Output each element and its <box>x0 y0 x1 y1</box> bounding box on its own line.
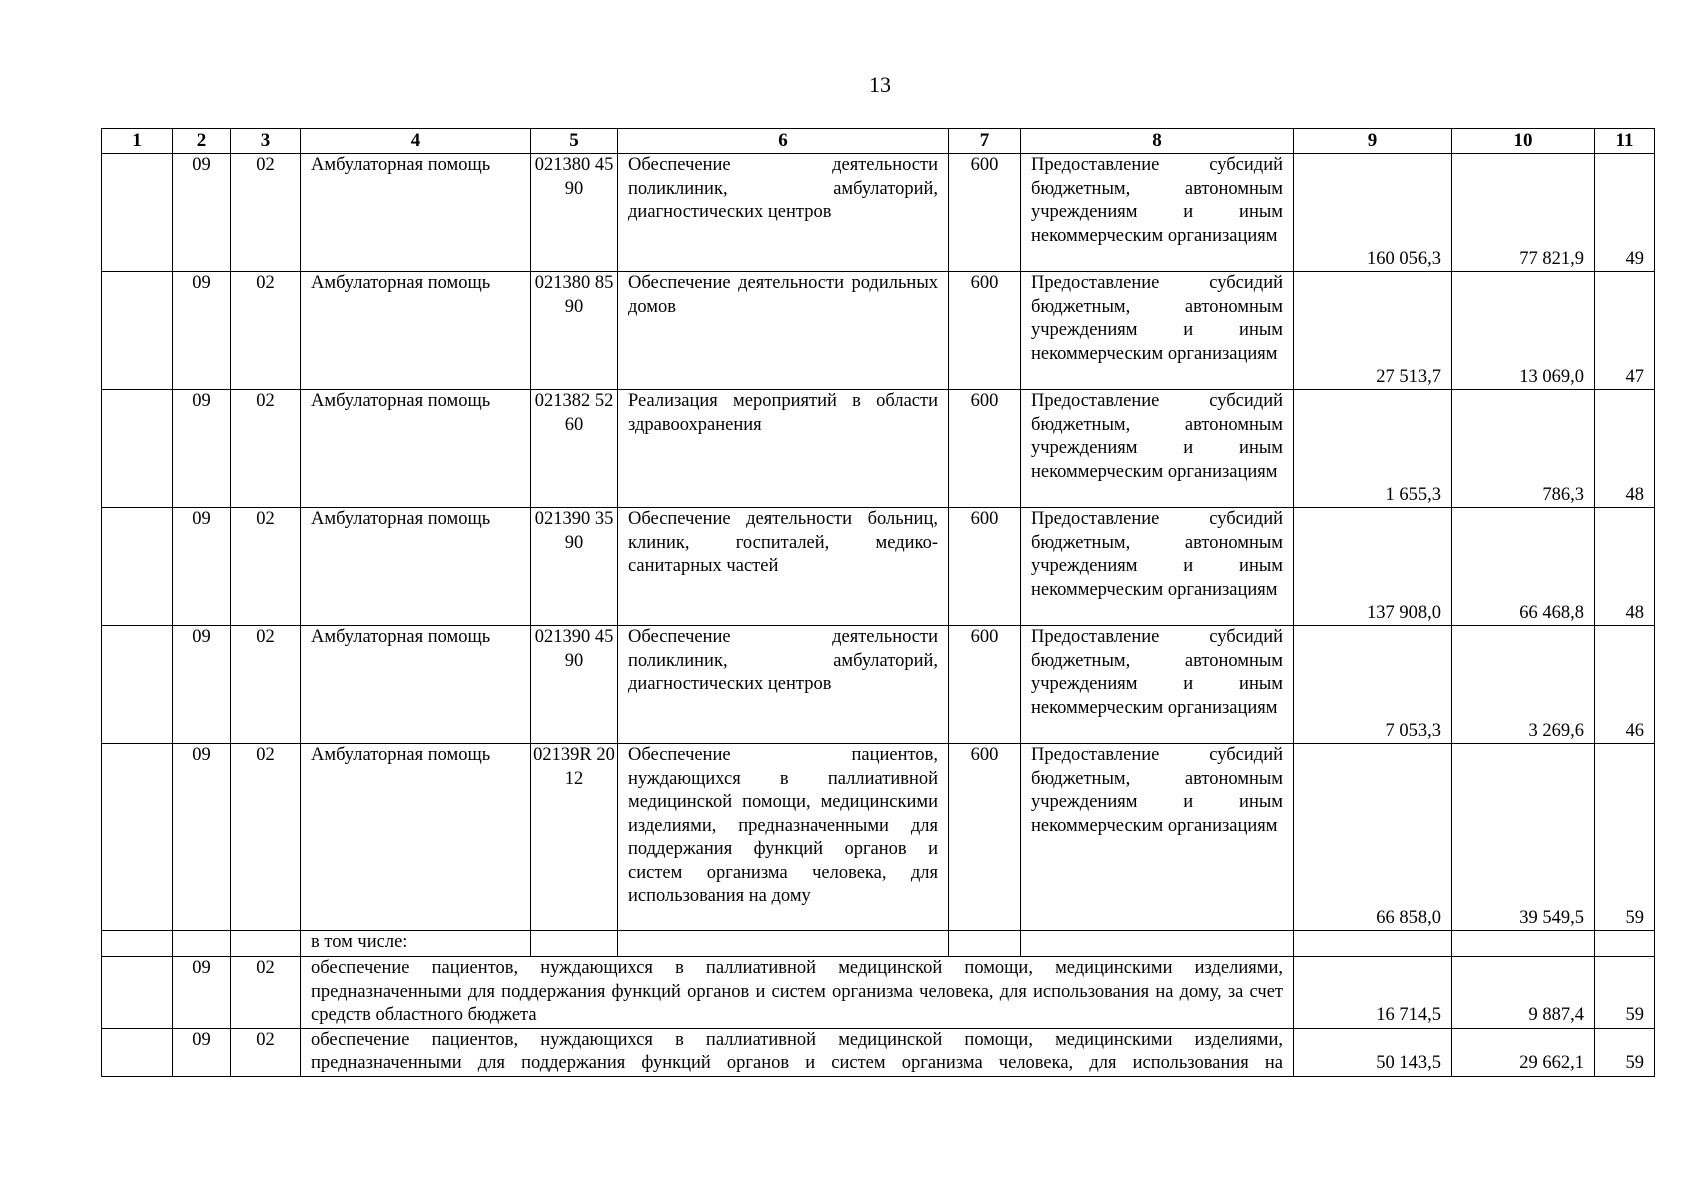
cell-empty <box>173 931 231 957</box>
cell-value-10: 3 269,6 <box>1452 626 1595 744</box>
cell-expense-code: 600 <box>949 626 1021 744</box>
table-row <box>102 744 1655 931</box>
cell-value-9: 50 143,5 <box>1294 1028 1452 1076</box>
page-number: 13 <box>869 72 891 97</box>
cell-target-code: 021382 5260 <box>531 390 618 508</box>
cell-section: 09 <box>173 508 231 626</box>
cell-value-10: 39 549,5 <box>1452 744 1595 931</box>
cell-empty <box>102 626 173 744</box>
cell-empty <box>1595 931 1655 957</box>
col-header: 11 <box>1595 129 1655 154</box>
cell-empty <box>102 1028 173 1076</box>
cell-empty <box>231 931 301 957</box>
table-row <box>102 154 1655 272</box>
cell-empty <box>531 931 618 957</box>
cell-section-name: Амбулаторная помощь <box>301 272 531 390</box>
cell-value-11: 59 <box>1595 957 1655 1029</box>
cell-value-11: 46 <box>1595 626 1655 744</box>
cell-expense-name: Предоставление субсидий бюджетным, автономным учреждениям и иным некоммерческим организациям <box>1021 390 1294 508</box>
cell-value-9: 160 056,3 <box>1294 154 1452 272</box>
cell-expense-code: 600 <box>949 744 1021 931</box>
cell-subsection: 02 <box>231 1028 301 1076</box>
cell-subsection: 02 <box>231 508 301 626</box>
cell-value-11: 59 <box>1595 1028 1655 1076</box>
cell-expense-name: Предоставление субсидий бюджетным, автономным учреждениям и иным некоммерческим организациям <box>1021 272 1294 390</box>
cell-target-name: Обеспечение пациентов, нуждающихся в паллиативной медицинской помощи, медицинскими изделиями, предназначенными для поддержания функций органов и систем организма человека, для использования на дому <box>618 744 949 931</box>
cell-expense-code: 600 <box>949 508 1021 626</box>
cell-value-10: 29 662,1 <box>1452 1028 1595 1076</box>
cell-empty <box>618 931 949 957</box>
cell-empty <box>102 272 173 390</box>
col-header: 8 <box>1021 129 1294 154</box>
cell-section: 09 <box>173 154 231 272</box>
cell-empty <box>1294 931 1452 957</box>
cell-expense-code: 600 <box>949 154 1021 272</box>
cell-value-11: 49 <box>1595 154 1655 272</box>
sub-row <box>102 1028 1655 1076</box>
cell-section: 09 <box>173 390 231 508</box>
cell-target-name: Реализация мероприятий в области здравоохранения <box>618 390 949 508</box>
cell-target-name: Обеспечение деятельности поликлиник, амбулаторий, диагностических центров <box>618 626 949 744</box>
cell-empty <box>949 931 1021 957</box>
cell-value-10: 786,3 <box>1452 390 1595 508</box>
including-label: в том числе: <box>301 931 531 957</box>
cell-target-code: 021390 3590 <box>531 508 618 626</box>
cell-target-name: Обеспечение деятельности поликлиник, амбулаторий, диагностических центров <box>618 154 949 272</box>
cell-expense-name: Предоставление субсидий бюджетным, автономным учреждениям и иным некоммерческим организациям <box>1021 744 1294 931</box>
cell-empty <box>102 508 173 626</box>
cell-section-name: Амбулаторная помощь <box>301 390 531 508</box>
cell-sub-description: обеспечение пациентов, нуждающихся в паллиативной медицинской помощи, медицинскими изделиями, предназначенными для поддержания функций органов и систем организма человека, для использования на <box>301 1028 1294 1076</box>
budget-table <box>101 128 1655 1077</box>
col-header: 10 <box>1452 129 1595 154</box>
cell-subsection: 02 <box>231 744 301 931</box>
col-header: 2 <box>173 129 231 154</box>
cell-empty <box>102 744 173 931</box>
cell-expense-name: Предоставление субсидий бюджетным, автономным учреждениям и иным некоммерческим организациям <box>1021 154 1294 272</box>
table-row <box>102 508 1655 626</box>
cell-empty <box>102 931 173 957</box>
header-row <box>102 129 1655 154</box>
cell-value-10: 9 887,4 <box>1452 957 1595 1029</box>
cell-subsection: 02 <box>231 626 301 744</box>
cell-value-10: 66 468,8 <box>1452 508 1595 626</box>
cell-subsection: 02 <box>231 154 301 272</box>
cell-subsection: 02 <box>231 272 301 390</box>
cell-target-name: Обеспечение деятельности родильных домов <box>618 272 949 390</box>
col-header: 1 <box>102 129 173 154</box>
cell-target-code: 02139R 2012 <box>531 744 618 931</box>
cell-value-10: 13 069,0 <box>1452 272 1595 390</box>
cell-subsection: 02 <box>231 390 301 508</box>
cell-value-11: 48 <box>1595 508 1655 626</box>
cell-section: 09 <box>173 272 231 390</box>
including-row <box>102 931 1655 957</box>
cell-target-code: 021390 4590 <box>531 626 618 744</box>
cell-expense-name: Предоставление субсидий бюджетным, автономным учреждениям и иным некоммерческим организациям <box>1021 508 1294 626</box>
cell-value-10: 77 821,9 <box>1452 154 1595 272</box>
cell-value-9: 27 513,7 <box>1294 272 1452 390</box>
cell-value-11: 47 <box>1595 272 1655 390</box>
table-row <box>102 272 1655 390</box>
sub-row <box>102 957 1655 1029</box>
col-header: 4 <box>301 129 531 154</box>
col-header: 9 <box>1294 129 1452 154</box>
col-header: 3 <box>231 129 301 154</box>
cell-value-9: 66 858,0 <box>1294 744 1452 931</box>
cell-value-9: 1 655,3 <box>1294 390 1452 508</box>
cell-section: 09 <box>173 744 231 931</box>
cell-value-11: 59 <box>1595 744 1655 931</box>
cell-expense-code: 600 <box>949 390 1021 508</box>
cell-section-name: Амбулаторная помощь <box>301 626 531 744</box>
cell-target-code: 021380 4590 <box>531 154 618 272</box>
cell-section-name: Амбулаторная помощь <box>301 508 531 626</box>
cell-empty <box>102 154 173 272</box>
cell-expense-code: 600 <box>949 272 1021 390</box>
cell-subsection: 02 <box>231 957 301 1029</box>
cell-value-9: 137 908,0 <box>1294 508 1452 626</box>
cell-target-code: 021380 8590 <box>531 272 618 390</box>
cell-section: 09 <box>173 1028 231 1076</box>
cell-value-9: 16 714,5 <box>1294 957 1452 1029</box>
col-header: 5 <box>531 129 618 154</box>
cell-value-11: 48 <box>1595 390 1655 508</box>
cell-empty <box>102 390 173 508</box>
table-row <box>102 626 1655 744</box>
cell-expense-name: Предоставление субсидий бюджетным, автономным учреждениям и иным некоммерческим организациям <box>1021 626 1294 744</box>
cell-section: 09 <box>173 957 231 1029</box>
cell-empty <box>1021 931 1294 957</box>
col-header: 6 <box>618 129 949 154</box>
cell-section-name: Амбулаторная помощь <box>301 154 531 272</box>
cell-empty <box>1452 931 1595 957</box>
cell-section-name: Амбулаторная помощь <box>301 744 531 931</box>
cell-target-name: Обеспечение деятельности больниц, клиник, госпиталей, медико-санитарных частей <box>618 508 949 626</box>
cell-empty <box>102 957 173 1029</box>
cell-section: 09 <box>173 626 231 744</box>
col-header: 7 <box>949 129 1021 154</box>
table-row <box>102 390 1655 508</box>
cell-sub-description: обеспечение пациентов, нуждающихся в паллиативной медицинской помощи, медицинскими изделиями, предназначенными для поддержания функций органов и систем организма человека, для использования на дому, за счет средств областного бюджета <box>301 957 1294 1029</box>
cell-value-9: 7 053,3 <box>1294 626 1452 744</box>
